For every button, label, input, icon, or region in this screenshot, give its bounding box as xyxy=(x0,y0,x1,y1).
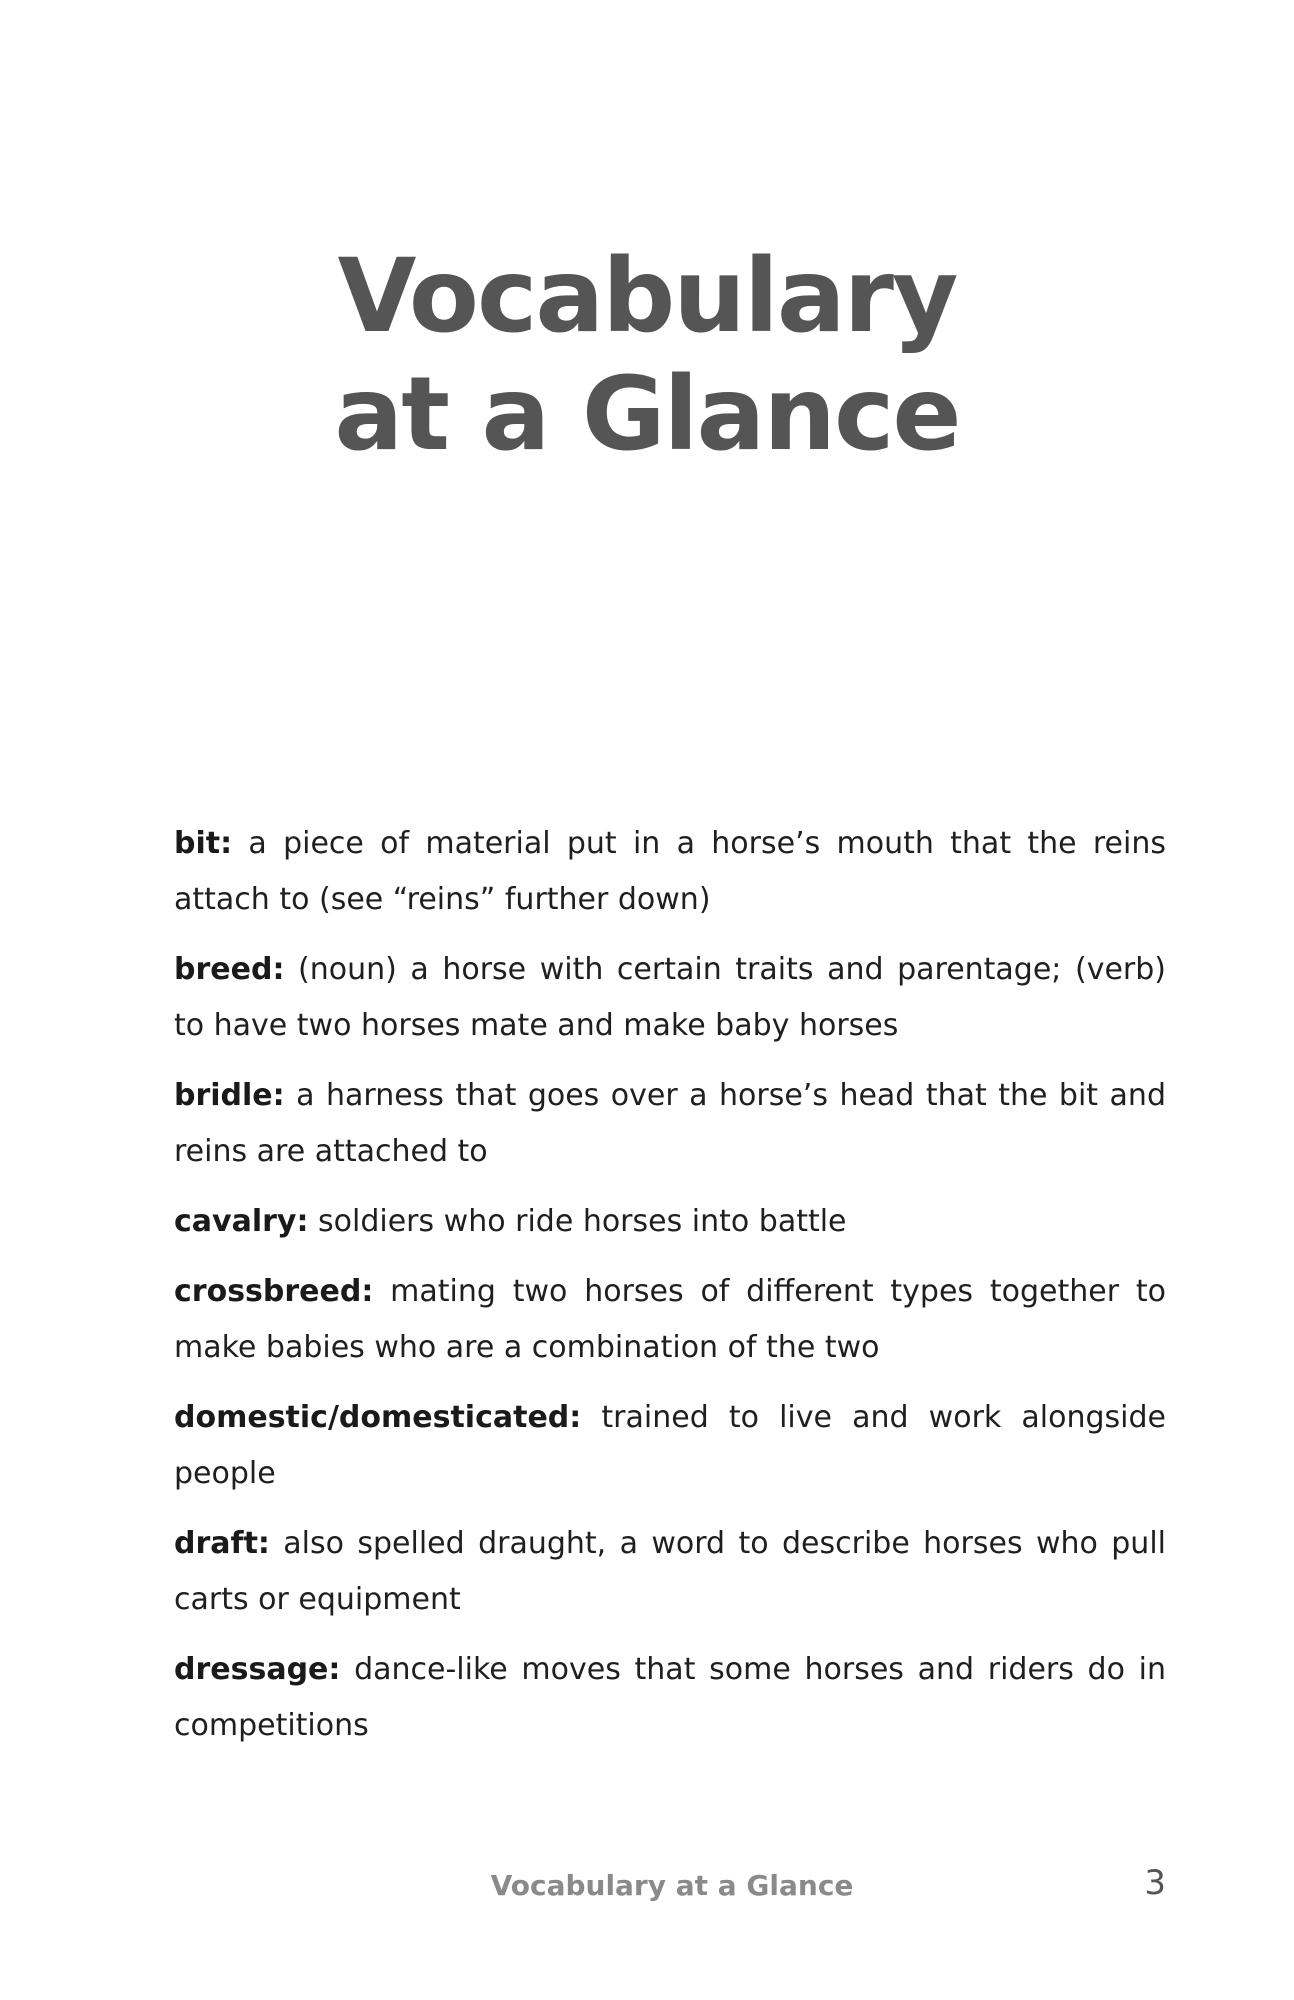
glossary-term: breed: xyxy=(174,952,285,987)
glossary-term: crossbreed: xyxy=(174,1274,374,1309)
glossary-term: bridle: xyxy=(174,1078,285,1113)
page-title xyxy=(0,238,1294,474)
glossary-entry xyxy=(174,1642,1166,1754)
page-title-line-2: at a Glance xyxy=(334,355,960,474)
glossary-entry xyxy=(174,1516,1166,1628)
glossary-entry xyxy=(174,1068,1166,1180)
glossary-definition: (noun) a horse with certain traits and parentage; (verb) to have two horses mate and make baby horses xyxy=(174,952,1166,1043)
glossary-term: dressage: xyxy=(174,1652,341,1687)
page-number: 3 xyxy=(1144,1863,1166,1903)
glossary-term: cavalry: xyxy=(174,1204,309,1239)
glossary-definition: a harness that goes over a horse’s head that the bit and reins are attached to xyxy=(174,1078,1166,1169)
glossary-list xyxy=(174,816,1166,1768)
glossary-entry xyxy=(174,1264,1166,1376)
glossary-entry xyxy=(174,1194,1166,1250)
glossary-definition: also spelled draught, a word to describe horses who pull carts or equipment xyxy=(174,1526,1166,1617)
glossary-definition: a piece of material put in a horse’s mouth that the reins attach to (see “reins” further down) xyxy=(174,826,1166,917)
glossary-definition: trained to live and work alongside people xyxy=(174,1400,1166,1491)
glossary-term: draft: xyxy=(174,1526,270,1561)
glossary-entry xyxy=(174,816,1166,928)
page-title-line-1: Vocabulary xyxy=(337,237,957,356)
glossary-entry xyxy=(174,1390,1166,1502)
glossary-definition: soldiers who ride horses into battle xyxy=(318,1204,847,1239)
glossary-term: bit: xyxy=(174,826,233,861)
glossary-definition: mating two horses of different types together to make babies who are a combination of the two xyxy=(174,1274,1166,1365)
glossary-definition: dance-like moves that some horses and riders do in competitions xyxy=(174,1652,1166,1743)
glossary-term: domestic/domesticated: xyxy=(174,1400,582,1435)
running-footer-title: Vocabulary at a Glance xyxy=(490,1869,854,1902)
glossary-entry xyxy=(174,942,1166,1054)
